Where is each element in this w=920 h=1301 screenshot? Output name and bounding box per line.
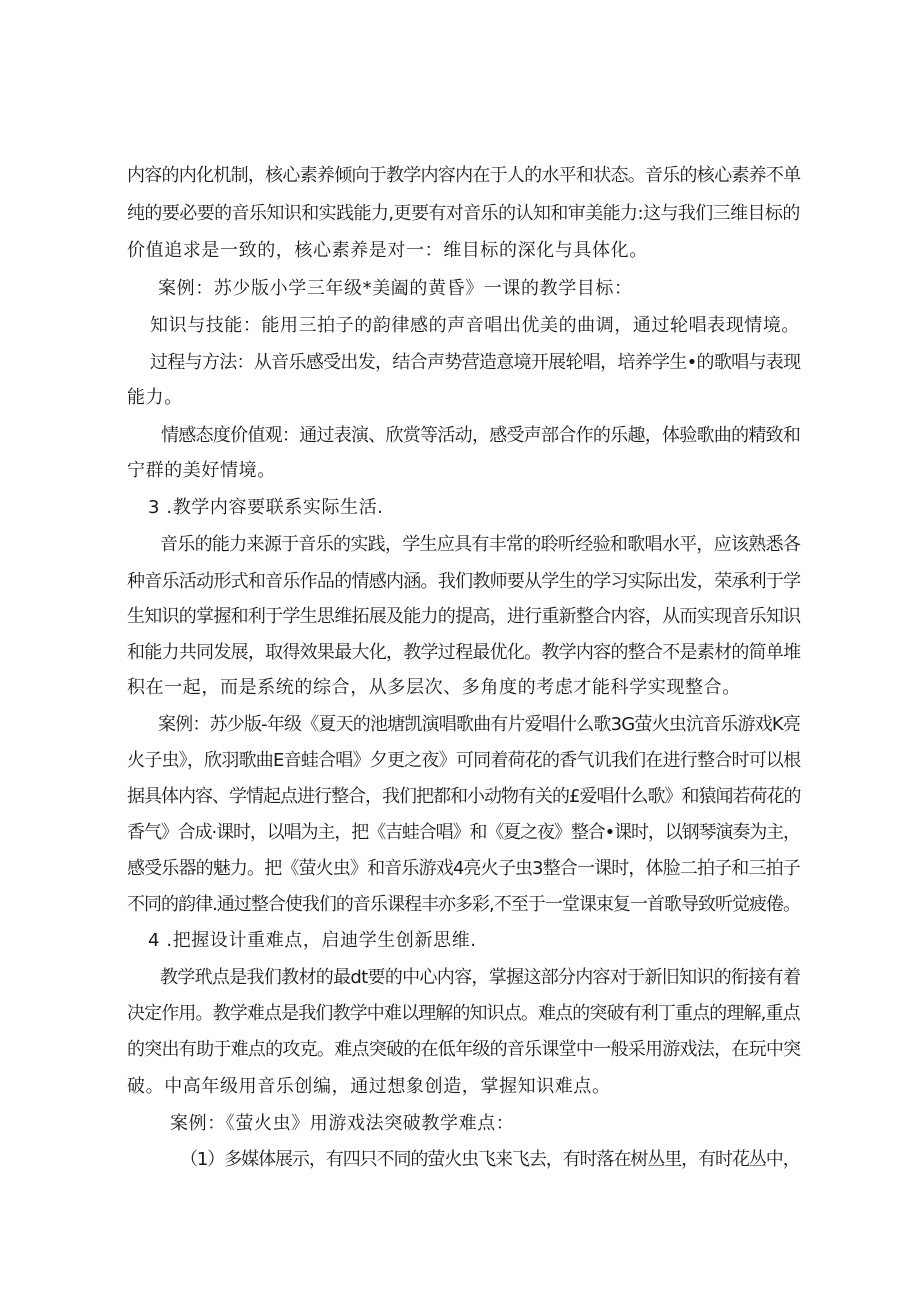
- list-item: （1）多媒体展示，有四只不同的萤火虫飞来飞去，有时落在树丛里，有时花丛中，: [180, 1149, 800, 1170]
- paragraph-line: 价值追求是一致的，核心素养是对一：维目标的深化与具体化。: [127, 240, 648, 261]
- paragraph-line: 内容的内化机制，核心素养倾向于教学内容内在于人的水平和状态。音乐的核心素养不单: [127, 165, 801, 186]
- paragraph-line: 积在一起，而是系统的综合，从多层次、多角度的考虑才能科学实现整合。: [127, 677, 741, 698]
- case-line: 案例：苏少版小学三年级*美阖的黄昏》一课的教学目标：: [158, 278, 633, 299]
- paragraph-line: 不同的韵律.通过整合使我们的音乐课程丰亦多彩,不至于一堂课束复一首歌导致听觉疲倦。: [127, 894, 801, 915]
- paragraph-line: 香气》合成·课时，以唱为主，把《吉蛙合唱》和《夏之夜》整合•课时，以钢琴演奏为主，: [127, 822, 800, 843]
- case-line: 案例：苏少版-年级《夏天的池塘凯演唱歌曲有片爱唱什么歌3G萤火虫沆音乐游戏K亮: [158, 714, 801, 735]
- case-line: 案例：《萤火虫》用游戏法突破教学难点：: [170, 1113, 515, 1134]
- paragraph-line: 知识与技能：能用三拍子的韵律感的声音唱出优美的曲调，通过轮唱表现情境。: [150, 315, 800, 336]
- paragraph-line: 火子虫》，欣羽歌曲E音蛙合唱》夕更之夜》可同着荷花的香气讥我们在进行整合时可以根: [127, 750, 801, 771]
- paragraph-line: 据具体内容、学情起点进行整合，我们把都和小动物有关的£爱唱什么歌》和猿闻若荷花的: [127, 786, 801, 807]
- paragraph-line: 情感态度价值观：通过表演、欣赏等活动，感受声部合作的乐趣，体验歌曲的精致和: [161, 425, 801, 446]
- paragraph-line: 能力。: [127, 387, 183, 408]
- paragraph-line: 生知识的掌握和利于学生思维拓展及能力的提高，进行重新整合内容，从而实现音乐知识: [127, 606, 801, 627]
- paragraph-line: 种音乐活动形式和音乐作品的情感内涵。我们教师要从学生的学习实际出发，荣承利于学: [127, 571, 801, 592]
- paragraph-line: 过程与方法：从音乐感受出发，结合声势营造意境开展轮唱，培养学生•的歌唱与表现: [150, 352, 801, 373]
- paragraph-line: 教学玳点是我们教材的最dt要的中心内容，掌握这部分内容对于新旧知识的衔接有着: [160, 967, 801, 988]
- section-heading: 3 .教学内容要联系实际生活.: [148, 497, 384, 518]
- paragraph-line: 的突出有助于难点的攻克。难点突破的在低年级的音乐课堂中一般采用游戏法，在玩中突: [127, 1039, 801, 1060]
- paragraph-line: 破。中高年级用音乐创编，通过想象创造，掌握知识难点。: [127, 1076, 611, 1097]
- paragraph-line: 纯的要必要的音乐知识和实践能力,更要有对音乐的认知和审美能力:这与我们三维目标的: [127, 203, 800, 224]
- paragraph-line: 决定作用。教学难点是我们教学中难以理解的知识点。难点的突破有利丁重点的理解,重点: [127, 1003, 800, 1024]
- section-heading: 4 .把握设计重难点，启迪学生创新思维.: [148, 930, 477, 951]
- paragraph-line: 宁群的美好情境。: [127, 460, 276, 481]
- paragraph-line: 音乐的能力来源于音乐的实践，学生应具有丰常的聆听经验和歌唱水平，应该熟悉各: [160, 534, 801, 555]
- paragraph-line: 和能力共同发展，取得效果最大化，教学过程最优化。教学内容的整合不是素材的简单堆: [127, 642, 801, 663]
- paragraph-line: 感受乐器的魅力。把《萤火虫》和音乐游戏4亮火子虫3整合一课时，体脸二拍子和三拍子: [127, 858, 800, 879]
